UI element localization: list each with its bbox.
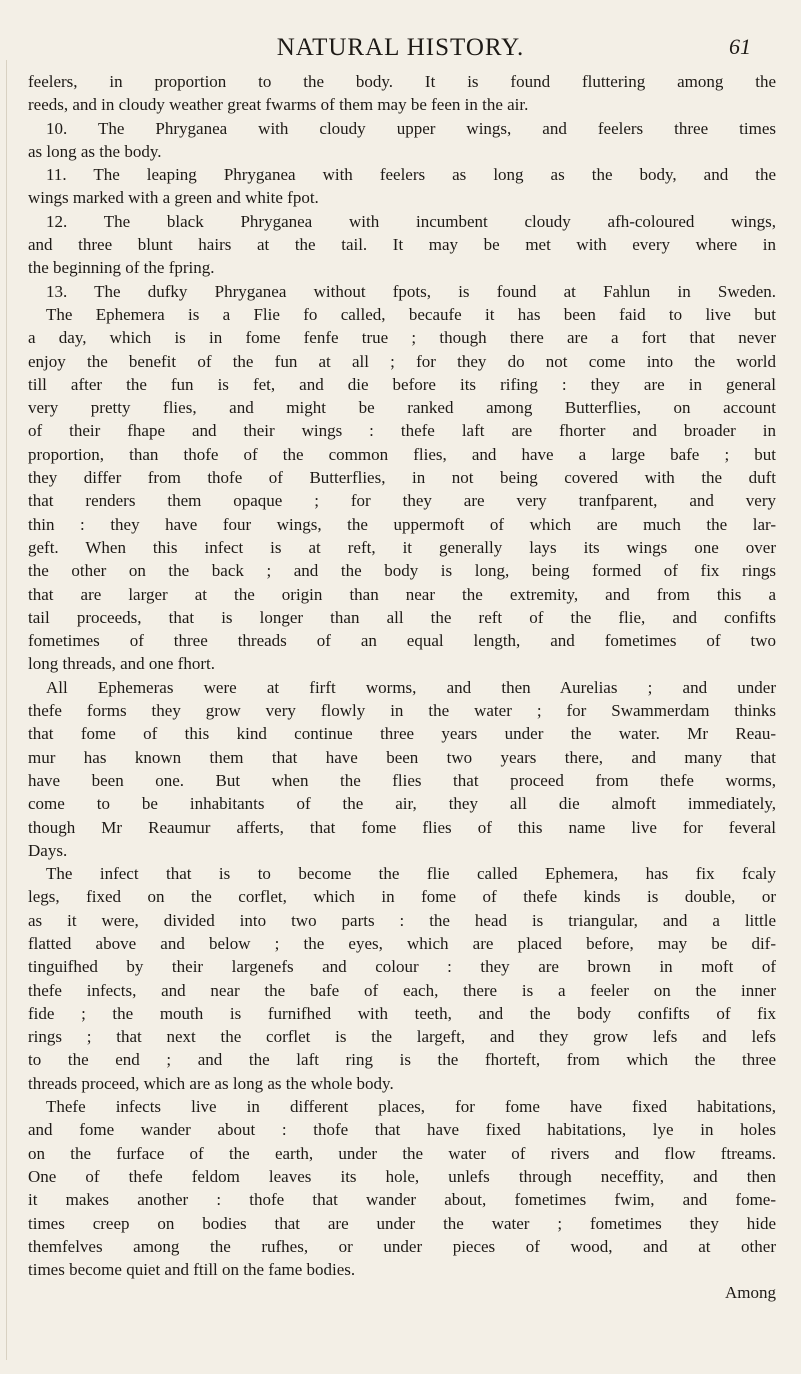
text-line: Days. — [28, 840, 68, 860]
text-line: The Ephemera is a Flie fo called, becaufe it has been faid to live but — [46, 304, 776, 324]
text-line: as long as the body. — [28, 141, 162, 161]
text-line: times creep on bodies that are under the water ; fometimes they hide — [28, 1213, 776, 1233]
text-line: 13. The dufky Phryganea without fpots, is found at Fahlun in Sweden. — [46, 281, 776, 301]
text-line: One of thefe feldom leaves its hole, unlefs through neceffity, and then — [28, 1166, 776, 1186]
text-line: flatted above and below ; the eyes, which are placed before, may be dif- — [28, 933, 776, 953]
text-line: threads proceed, which are as long as the whole body. — [28, 1073, 394, 1093]
text-line: though Mr Reaumur afferts, that fome flies of this name live for feveral — [28, 817, 776, 837]
text-line: themfelves among the rufhes, or under pieces of wood, and at other — [28, 1236, 776, 1256]
running-head: NATURAL HISTORY. — [276, 34, 525, 61]
page-header — [0, 34, 801, 64]
text-line: reeds, and in cloudy weather great fwarms of them may be feen in the air. — [28, 95, 529, 115]
text-line: very pretty flies, and might be ranked among Butterflies, on account — [28, 398, 776, 418]
page-edge — [6, 60, 7, 1360]
catchword: Among — [725, 1283, 776, 1303]
text-line: fometimes of three threads of an equal length, and fometimes of two — [28, 631, 776, 651]
text-line: geft. When this infect is at reft, it generally lays its wings one over — [28, 537, 776, 557]
page-number: 61 — [729, 34, 751, 59]
text-line: have been one. But when the flies that proceed from thefe worms, — [28, 770, 776, 790]
text-line: fide ; the mouth is furnifhed with teeth, and the body confifts of fix — [28, 1003, 776, 1023]
text-line: come to be inhabitants of the air, they all die almoft immediately, — [28, 794, 776, 814]
text-line: that are larger at the origin than near the extremity, and from this a — [28, 584, 776, 604]
text-line: to the end ; and the laft ring is the fhorteft, from which the three — [28, 1050, 776, 1070]
text-line: All Ephemeras were at firft worms, and then Aurelias ; and under — [46, 677, 776, 697]
text-line: wings marked with a green and white fpot. — [28, 188, 319, 208]
text-line: till after the fun is fet, and die before its rifing : they are in general — [28, 374, 776, 394]
text-line: rings ; that next the corflet is the largeft, and they grow lefs and lefs — [28, 1027, 776, 1047]
text-line: thefe forms they grow very flowly in the water ; for Swammerdam thinks — [28, 701, 776, 721]
text-line: and fome wander about : thofe that have fixed habitations, lye in holes — [28, 1120, 776, 1140]
text-line: legs, fixed on the corflet, which in fome of thefe kinds is double, or — [28, 887, 776, 907]
text-line: of their fhape and their wings : thefe laft are fhorter and broader in — [28, 421, 776, 441]
text-line: that renders them opaque ; for they are very tranfparent, and very — [28, 491, 776, 511]
text-line: proportion, than thofe of the common flies, and have a large bafe ; but — [28, 444, 776, 464]
text-line: tinguifhed by their largenefs and colour : they are brown in moft of — [28, 957, 776, 977]
text-line: they differ from thofe of Butterflies, in not being covered with the duft — [28, 468, 776, 488]
text-line: thefe infects, and near the bafe of each, there is a feeler on the inner — [28, 980, 776, 1000]
text-line: feelers, in proportion to the body. It is found fluttering among the — [28, 72, 776, 91]
text-line: long threads, and one fhort. — [28, 654, 215, 674]
text-line: and three blunt hairs at the tail. It may be met with every where in — [28, 235, 776, 255]
text-line: mur has known them that have been two years there, and many that — [28, 747, 776, 767]
page-body — [28, 70, 776, 1305]
text-line: 10. The Phryganea with cloudy upper wings, and feelers three times — [46, 118, 776, 138]
text-line: times become quiet and ftill on the fame bodies. — [28, 1260, 356, 1280]
text-line: on the furface of the earth, under the water of rivers and flow ftreams. — [28, 1143, 776, 1163]
text-line: tail proceeds, that is longer than all the reft of the flie, and confifts — [28, 607, 776, 627]
text-line: the beginning of the fpring. — [28, 258, 215, 278]
text-line: it makes another : thofe that wander about, fometimes fwim, and fome- — [28, 1190, 776, 1210]
text-line: that fome of this kind continue three years under the water. Mr Reau- — [28, 724, 776, 744]
text-line: 12. The black Phryganea with incumbent cloudy afh-coloured wings, — [46, 211, 776, 231]
text-line: enjoy the benefit of the fun at all ; for they do not come into the world — [28, 351, 776, 371]
text-line: as it were, divided into two parts : the head is triangular, and a little — [28, 910, 776, 930]
text-line: a day, which is in fome fenfe true ; though there are a fort that never — [28, 328, 776, 348]
text-line: thin : they have four wings, the uppermoft of which are much the lar- — [28, 514, 776, 534]
text-line: Thefe infects live in different places, for fome have fixed habitations, — [46, 1097, 776, 1117]
text-line: The infect that is to become the flie called Ephemera, has fix fcaly — [46, 864, 776, 884]
text-line: the other on the back ; and the body is long, being formed of fix rings — [28, 561, 776, 581]
text-line: 11. The leaping Phryganea with feelers as long as the body, and the — [46, 165, 776, 185]
